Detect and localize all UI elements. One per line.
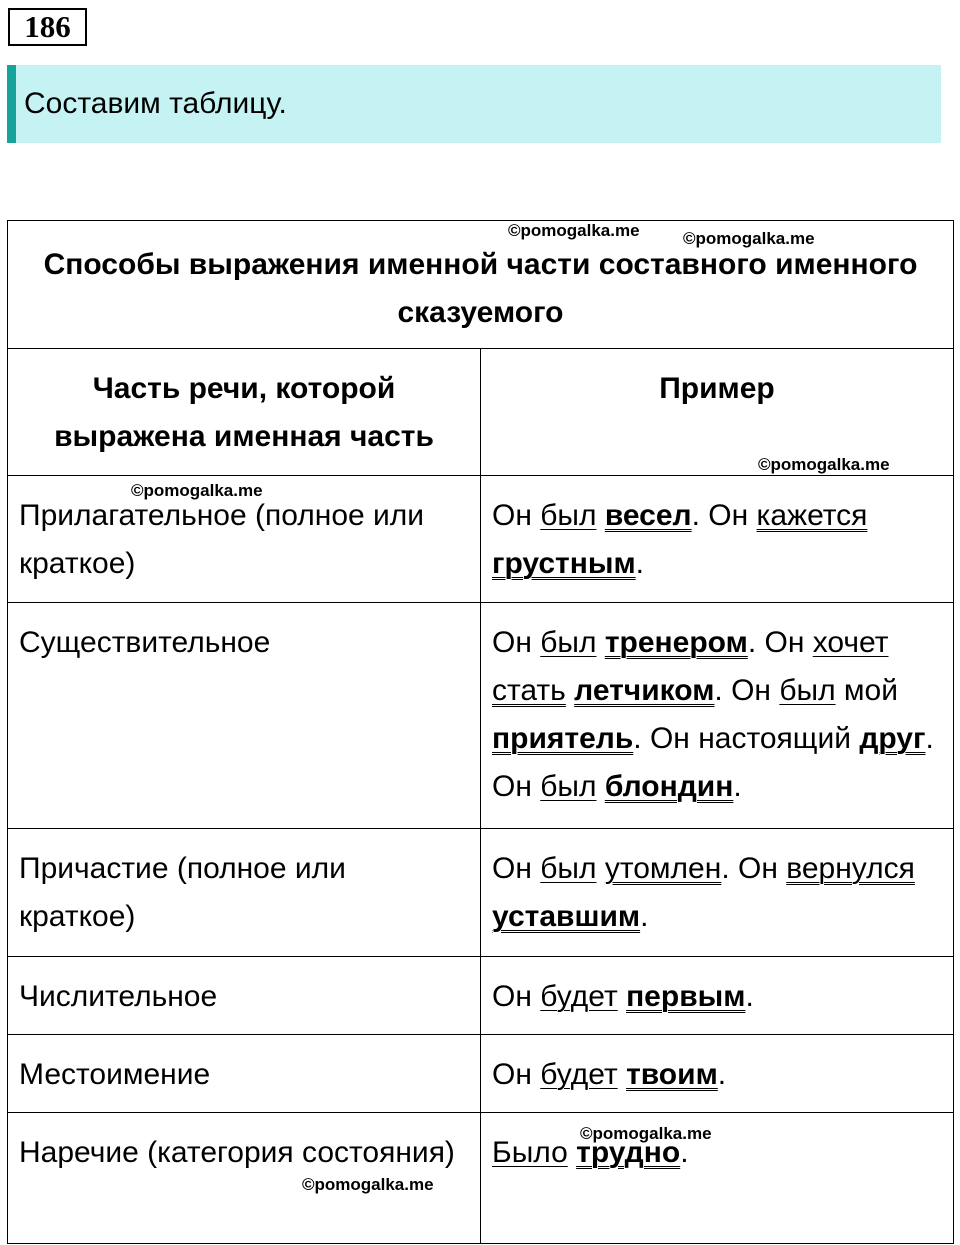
watermark: ©pomogalka.me: [580, 1124, 712, 1143]
verb-link-word: Было: [492, 1136, 568, 1169]
example-text: Он: [492, 626, 541, 659]
example-text: . Он: [747, 626, 813, 659]
table-row: [8, 603, 954, 829]
table-row: [8, 957, 954, 1035]
part-of-speech-cell: Наречие (категория состояния): [8, 1113, 481, 1244]
verb-link-word: будет: [540, 1058, 618, 1091]
table-row: [8, 1113, 954, 1244]
part-of-speech-cell: Числительное: [8, 957, 481, 1035]
watermark: ©pomogalka.me: [131, 481, 263, 500]
example-text: . Он: [714, 674, 780, 707]
example-text: мой: [835, 674, 898, 707]
example-text: . Он настоящий: [633, 722, 860, 755]
example-text: Он: [492, 1058, 541, 1091]
example-text: .: [745, 980, 754, 1013]
verb-link-word: хочет: [812, 626, 889, 659]
nominal-part-word: трудно: [576, 1136, 681, 1169]
example-text: .: [717, 1058, 727, 1091]
example-text: . Он: [721, 852, 787, 885]
intro-banner: [7, 65, 941, 143]
nominal-part-word: грустным: [492, 547, 636, 580]
verb-link-word: был: [540, 499, 597, 532]
nominal-part-word: друг: [859, 722, 926, 755]
verb-link-word: был: [540, 626, 597, 659]
nominal-part-word: блондин: [604, 770, 734, 803]
predicate-word: утомлен: [604, 852, 722, 885]
nominal-part-word: приятель: [492, 722, 634, 755]
example-text: . Он: [691, 499, 757, 532]
header-example: Пример: [481, 349, 954, 476]
example-text: .: [733, 770, 742, 803]
part-of-speech-cell: Местоимение: [8, 1035, 481, 1113]
example-text: [566, 674, 574, 707]
predicate-word: кажется: [756, 499, 868, 532]
nominal-part-word: твоим: [626, 1058, 718, 1091]
part-of-speech-cell: Прилагательное (полное или краткое): [8, 476, 481, 603]
watermark: ©pomogalka.me: [683, 229, 815, 248]
example-text: Он: [492, 499, 541, 532]
example-text: .: [680, 1136, 689, 1169]
example-text: [618, 1058, 626, 1091]
predicate-word: вернулся: [786, 852, 915, 885]
nominal-part-word: первым: [626, 980, 746, 1013]
example-cell: [481, 957, 954, 1035]
example-cell: [481, 1113, 954, 1244]
nominal-part-word: тренером: [604, 626, 748, 659]
task-number: 186: [8, 8, 87, 46]
example-text: . Он: [492, 722, 934, 803]
table-row: [8, 1035, 954, 1113]
example-text: .: [640, 900, 649, 933]
nominal-part-word: весел: [604, 499, 692, 532]
example-cell: [481, 1035, 954, 1113]
verb-link-word: был: [779, 674, 836, 707]
verb-link-word: был: [540, 770, 597, 803]
part-of-speech-cell: Существительное: [8, 603, 481, 829]
nominal-part-word: уставшим: [492, 900, 641, 933]
example-text: [597, 770, 605, 803]
example-text: Он: [492, 980, 541, 1013]
example-text: Он: [492, 852, 541, 885]
example-cell: [481, 476, 954, 603]
example-text: [618, 980, 626, 1013]
verb-link-word: был: [540, 852, 597, 885]
example-text: [597, 626, 605, 659]
example-text: [597, 499, 605, 532]
verb-link-word: будет: [540, 980, 618, 1013]
example-cell: [481, 829, 954, 957]
example-text: .: [635, 547, 645, 580]
table-row: [8, 829, 954, 957]
example-text: [597, 852, 605, 885]
nominal-part-word: летчиком: [574, 674, 715, 707]
watermark: ©pomogalka.me: [508, 221, 640, 240]
intro-text: Составим таблицу.: [24, 87, 287, 120]
part-of-speech-cell: Причастие (полное или краткое): [8, 829, 481, 957]
watermark: ©pomogalka.me: [758, 455, 890, 474]
predicate-word: стать: [492, 674, 566, 707]
header-part-of-speech: Часть речи, которой выражена именная часть: [8, 349, 481, 476]
watermark: ©pomogalka.me: [302, 1175, 434, 1194]
predicate-table: [7, 220, 954, 1244]
example-cell: [481, 603, 954, 829]
table-title: Способы выражения именной части составного именного сказуемого: [8, 221, 954, 349]
example-text: [568, 1136, 576, 1169]
